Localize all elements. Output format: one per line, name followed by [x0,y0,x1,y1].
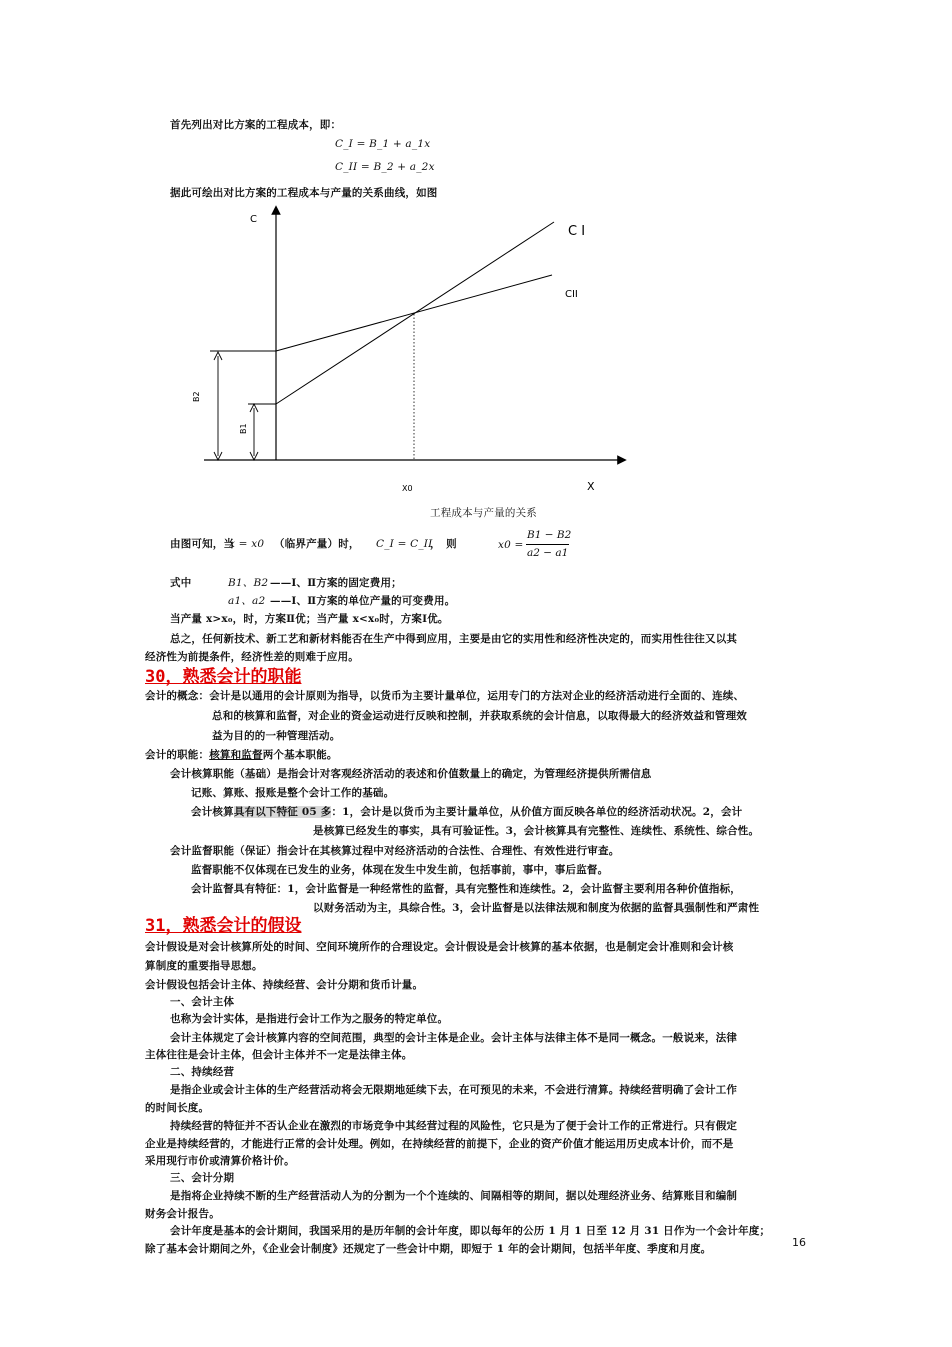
figure-caption: 工程成本与产量的关系 [430,507,537,519]
assumption-p2: 会计假设包括会计主体、持续经营、会计分期和货币计量。 [145,979,424,991]
summary-line-2: 经济性为前提条件，经济性差的则难于应用。 [145,651,359,663]
intro-line-2: 据此可绘出对比方案的工程成本与产量的关系曲线，如图 [170,187,438,199]
analysis-line-e: ， 则 [430,538,457,550]
section-31-heading: 31，熟悉会计的假设 [145,916,302,936]
supervision-line-2: 监督职能不仅体现在已发生的业务，体现在发生中发生前，包括事前，事中，事后监督。 [191,864,609,876]
concept-line-3: 益为目的的一种管理活动。 [212,730,341,742]
x-axis-label: X [587,480,595,493]
where2-text: ——Ⅰ、Ⅱ方案的单位产量的可变费用。 [270,595,456,607]
where2-symbols: a1、a2 [228,595,266,607]
concept-line-2: 总和的核算和监督，对企业的资金运动进行反映和控制，并获取系统的会计信息，以取得最大的经济效益和管理效 [212,710,747,722]
assumption-p1a: 会计假设是对会计核算所处的时间、空间环境所作的合理设定。会计假设是会计核算的基本依据，也是制定会计准则和会计核 [145,941,734,953]
assumption-p1b: 算制度的重要指导思想。 [145,960,263,972]
page-number: 16 [792,1236,806,1249]
going-concern-p2a: 持续经营的特征并不否认企业在激烈的市场竞争中其经营过程的风险性，它只是为了便于会计工作的正常进行。只有假定 [170,1120,738,1132]
intro-line: 首先列出对比方案的工程成本，即： [170,119,342,131]
supervision-line-3: 会计监督具有特征：1，会计监督是一种经常性的监督，具有完整性和连续性。2，会计监督主要利用各种价值指标， [191,883,742,895]
x0-formula-numerator: B1 − B2 [527,529,572,541]
x0-formula-lhs: x0 = [498,539,524,551]
core-line-1: 会计核算职能（基础）是指会计对客观经济活动的表述和价值数量上的确定，为管理经济提供所需信息 [170,768,652,780]
where1-symbols: B1、B2 [228,577,269,589]
function-label: 会计的职能： [145,749,210,761]
b1-label: B1 [239,423,248,434]
line-ci-label: C I [568,224,586,239]
function-line [145,748,338,762]
going-concern-p1a: 是指企业或会计主体的生产经营活动将会无限期地延续下去，在可预见的未来，不会进行清算。持续经营明确了会计工作 [170,1084,738,1096]
b2-label: B2 [192,391,201,402]
core-line-4: 是核算已经发生的事实，具有可验证性。3，会计核算具有完整性、连续性、系统性、综合性。 [313,825,760,837]
where-label: 式中 [170,577,192,589]
function-suffix: 两个基本职能。 [262,749,338,761]
core-suffix: ：1，会计是以货币为主要计量单位，从价值方面反映各单位的经济活动状况。2，会计 [331,806,743,818]
period-p1a: 是指将企业持续不断的生产经营活动人为的分割为一个个连续的、间隔相等的期间，据以处理经济业务、结算账目和编制 [170,1190,738,1202]
fraction-bar [526,544,569,545]
y-axis-label: C [250,214,257,225]
core-prefix: 会计核算 [191,806,234,818]
analysis-line-a: 由图可知，当 [170,538,235,550]
entity-heading: 一、会计主体 [170,996,235,1008]
core-line-2: 记账、算账、报账是整个会计工作的基础。 [191,787,395,799]
period-p2a: 会计年度是基本的会计期间，我国采用的是历年制的会计年度，即以每年的公历 1 月 1 日至 12 月 31 日作为一个会计年度； [170,1225,771,1237]
x0-formula-denominator: a2 − a1 [527,547,569,559]
entity-p2b: 主体往往是会计主体，但会计主体并不一定是法律主体。 [145,1049,413,1061]
going-concern-p1b: 的时间长度。 [145,1102,210,1114]
period-p1b: 财务会计报告。 [145,1208,220,1220]
analysis-ci-eq-cii: C_I = C_II [376,538,433,550]
going-concern-p2b: 企业是持续经营的，才能进行正常的会计处理。例如，在持续经营的前提下，企业的资产价值才能运用历史成本计价，而不是 [145,1138,734,1150]
cost-output-chart [0,0,952,500]
entity-p2a: 会计主体规定了会计核算内容的空间范围，典型的会计主体是企业。会计主体与法律主体不是同一概念。一般说来，法律 [170,1032,738,1044]
supervision-line-4: 以财务活动为主，具综合性。3，会计监督是以法律法规和制度为依据的监督具强制性和严肃性 [313,902,760,914]
entity-p1: 也称为会计实体，是指进行会计工作为之服务的特定单位。 [170,1013,449,1025]
period-p2b: 除了基本会计期间之外，《企业会计制度》还规定了一些会计中期，即短于 1 年的会计期间，包括半年度、季度和月度。 [145,1243,712,1255]
analysis-x-eq-x0: x = x0 [229,538,265,550]
section-30-heading: 30，熟悉会计的职能 [145,667,302,687]
line-cii-label: CII [565,289,578,300]
core-line-3 [191,805,742,819]
equation-ci: C_I = B_1 + a_1x [335,138,431,150]
summary-line-1: 总之，任何新技术、新工艺和新材料能否在生产中得到应用，主要是由它的实用性和经济性决定的，而实用性往往又以其 [170,633,738,645]
condition-line: 当产量 x>x₀，时，方案Ⅱ优；当产量 x<x₀时，方案Ⅰ优。 [170,613,449,625]
supervision-line-1: 会计监督职能（保证）指会计在其核算过程中对经济活动的合法性、合理性、有效性进行审查。 [170,845,620,857]
x0-label: X0 [402,484,413,493]
analysis-line-c: （临界产量）时， [274,538,360,550]
going-concern-heading: 二、持续经营 [170,1066,235,1078]
where1-text: ——Ⅰ、Ⅱ方案的固定费用； [270,577,402,589]
core-highlight: 具有以下特征 05 多 [233,806,332,818]
period-heading: 三、会计分期 [170,1172,235,1184]
equation-cii: C_II = B_2 + a_2x [335,161,435,173]
going-concern-p2c: 采用现行市价或清算价格计价。 [145,1155,295,1167]
concept-line-1: 会计的概念：会计是以通用的会计原则为指导，以货币为主要计量单位，运用专门的方法对企业的经济活动进行全面的、连续、 [145,690,745,702]
function-core: 核算和监督 [209,749,263,761]
